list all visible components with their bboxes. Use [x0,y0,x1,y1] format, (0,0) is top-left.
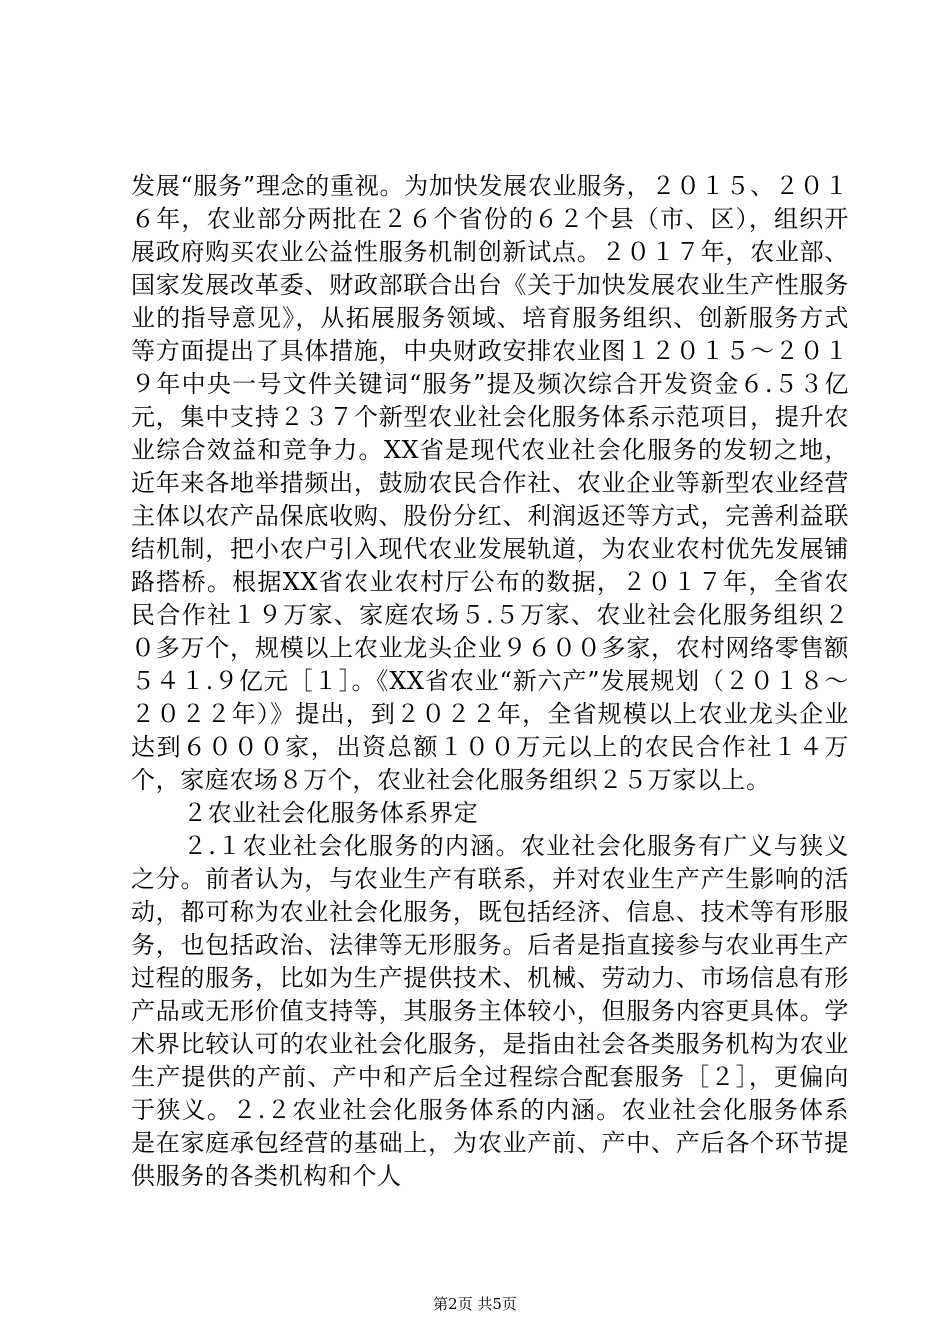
section-heading: ２农业社会化服务体系界定 [183,799,479,827]
document-body [131,170,849,1193]
page-number-footer: 第2页 共5页 [433,1295,517,1313]
paragraph-definition: ２.１农业社会化服务的内涵。农业社会化服务有广义与狭义之分。前者认为，与农业生产有联系，并对农业生产产生影响的活动，都可称为农业社会化服务，既包括经济、信息、技术等有形服务，也包括政治、法律等无形服务。后者是指直接参与农业再生产过程的服务，比如为生产提供技术、机械、劳动力、市场信息有形产品或无形价值支持等，其服务主体较小，但服务内容更具体。学术界比较认可的农业社会化服务，是指由社会各类服务机构为农业生产提供的产前、产中和产后全过程综合配套服务［２］，更偏向于狭义。２.２农业社会化服务体系的内涵。农业社会化服务体系是在家庭承包经营的基础上，为农业产前、产中、产后各个环节提供服务的各类机构和个人 [131,832,849,1190]
paragraph-continuation: 发展“服务”理念的重视。为加快发展农业服务，２０１５、２０１６年，农业部分两批在２６个省份的６２个县（市、区），组织开展政府购买农业公益性服务机制创新试点。２０１７年，农业部、国家发展改革委、财政部联合出台《关于加快发展农业生产性服务业的指导意见》，从拓展服务领域、培育服务组织、创新服务方式等方面提出了具体措施，中央财政安排农业图１２０１５～２０１９年中央一号文件关键词“服务”提及频次综合开发资金６.５３亿元，集中支持２３７个新型农业社会化服务体系示范项目，提升农业综合效益和竞争力。XX省是现代农业社会化服务的发轫之地，近年来各地举措频出，鼓励农民合作社、农业企业等新型农业经营主体以农产品保底收购、股份分红、利润返还等方式，完善利益联结机制，把小农户引入现代农业发展轨道，为农业农村优先发展铺路搭桥。根据XX省农业农村厅公布的数据，２０１７年，全省农民合作社１９万家、家庭农场５.５万家、农业社会化服务组织２０多万个，规模以上农业龙头企业９６００多家，农村网络零售额５４１.９亿元［１］。《XX省农业“新六产”发展规划（２０１８～２０２２年）》提出，到２０２２年，全省规模以上农业龙头企业达到６０００家，出资总额１００万元以上的农民合作社１４万个，家庭农场８万个，农业社会化服务组织２５万家以上。 [131,172,849,794]
